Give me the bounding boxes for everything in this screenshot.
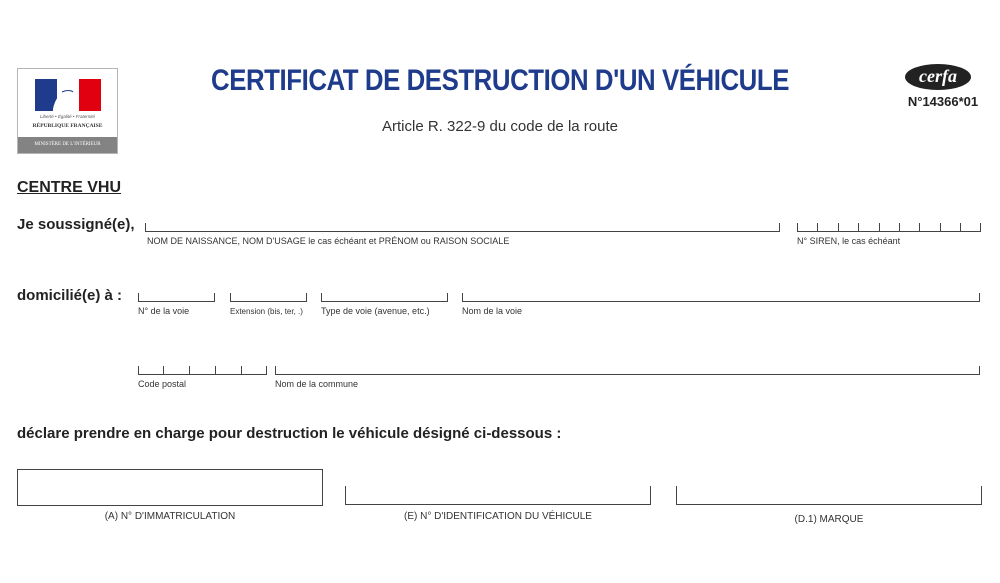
name-field[interactable] [145, 222, 780, 232]
city-caption: Nom de la commune [275, 379, 359, 389]
declaration-text: déclare prendre en charge pour destruction le véhicule désigné ci-dessous : [17, 425, 562, 442]
logo-motto: Liberté • Égalité • Fraternité [40, 114, 95, 119]
name-caption: NOM DE NAISSANCE, NOM D'USAGE le cas échéant et PRÉNOM ou RAISON SOCIALE [147, 236, 510, 246]
city-field[interactable] [275, 365, 980, 375]
street-type-caption: Type de voie (avenue, etc.) [321, 306, 430, 316]
postal-code-caption: Code postal [138, 379, 187, 389]
ministry-logo [17, 68, 118, 154]
extension-caption: Extension (bis, ter, .) [230, 307, 303, 316]
vin-caption: (E) N° D'IDENTIFICATION DU VÉHICULE [404, 511, 592, 522]
vin-field[interactable] [345, 486, 651, 505]
document-title: CERTIFICAT DE DESTRUCTION D'UN VÉHICULE [210, 64, 790, 97]
siren-field[interactable] [797, 222, 981, 232]
logo-republic: RÉPUBLIQUE FRANÇAISE [32, 123, 103, 129]
cerfa-logo-text: cerfa [919, 66, 957, 86]
street-type-field[interactable] [321, 292, 448, 302]
document-subtitle: Article R. 322-9 du code de la route [382, 118, 618, 135]
street-name-caption: Nom de la voie [462, 306, 523, 316]
domicile-label: domicilié(e) à : [17, 287, 123, 304]
registration-number-field[interactable] [17, 469, 323, 506]
logo-ministry: MINISTÈRE DE L'INTÉRIEUR [18, 137, 117, 153]
siren-caption: N° SIREN, le cas échéant [797, 236, 901, 246]
postal-code-field[interactable] [138, 365, 267, 375]
street-name-field[interactable] [462, 292, 980, 302]
marianne-flag-icon [35, 79, 101, 111]
street-number-caption: N° de la voie [138, 306, 190, 316]
cerfa-number: N°14366*01 [907, 94, 979, 109]
brand-field[interactable] [676, 486, 982, 505]
soussigne-label: Je soussigné(e), [17, 216, 135, 233]
street-number-field[interactable] [138, 292, 215, 302]
registration-number-caption: (A) N° D'IMMATRICULATION [104, 511, 236, 522]
section-title: CENTRE VHU [17, 179, 122, 196]
extension-field[interactable] [230, 292, 307, 302]
brand-caption: (D.1) MARQUE [794, 514, 864, 525]
